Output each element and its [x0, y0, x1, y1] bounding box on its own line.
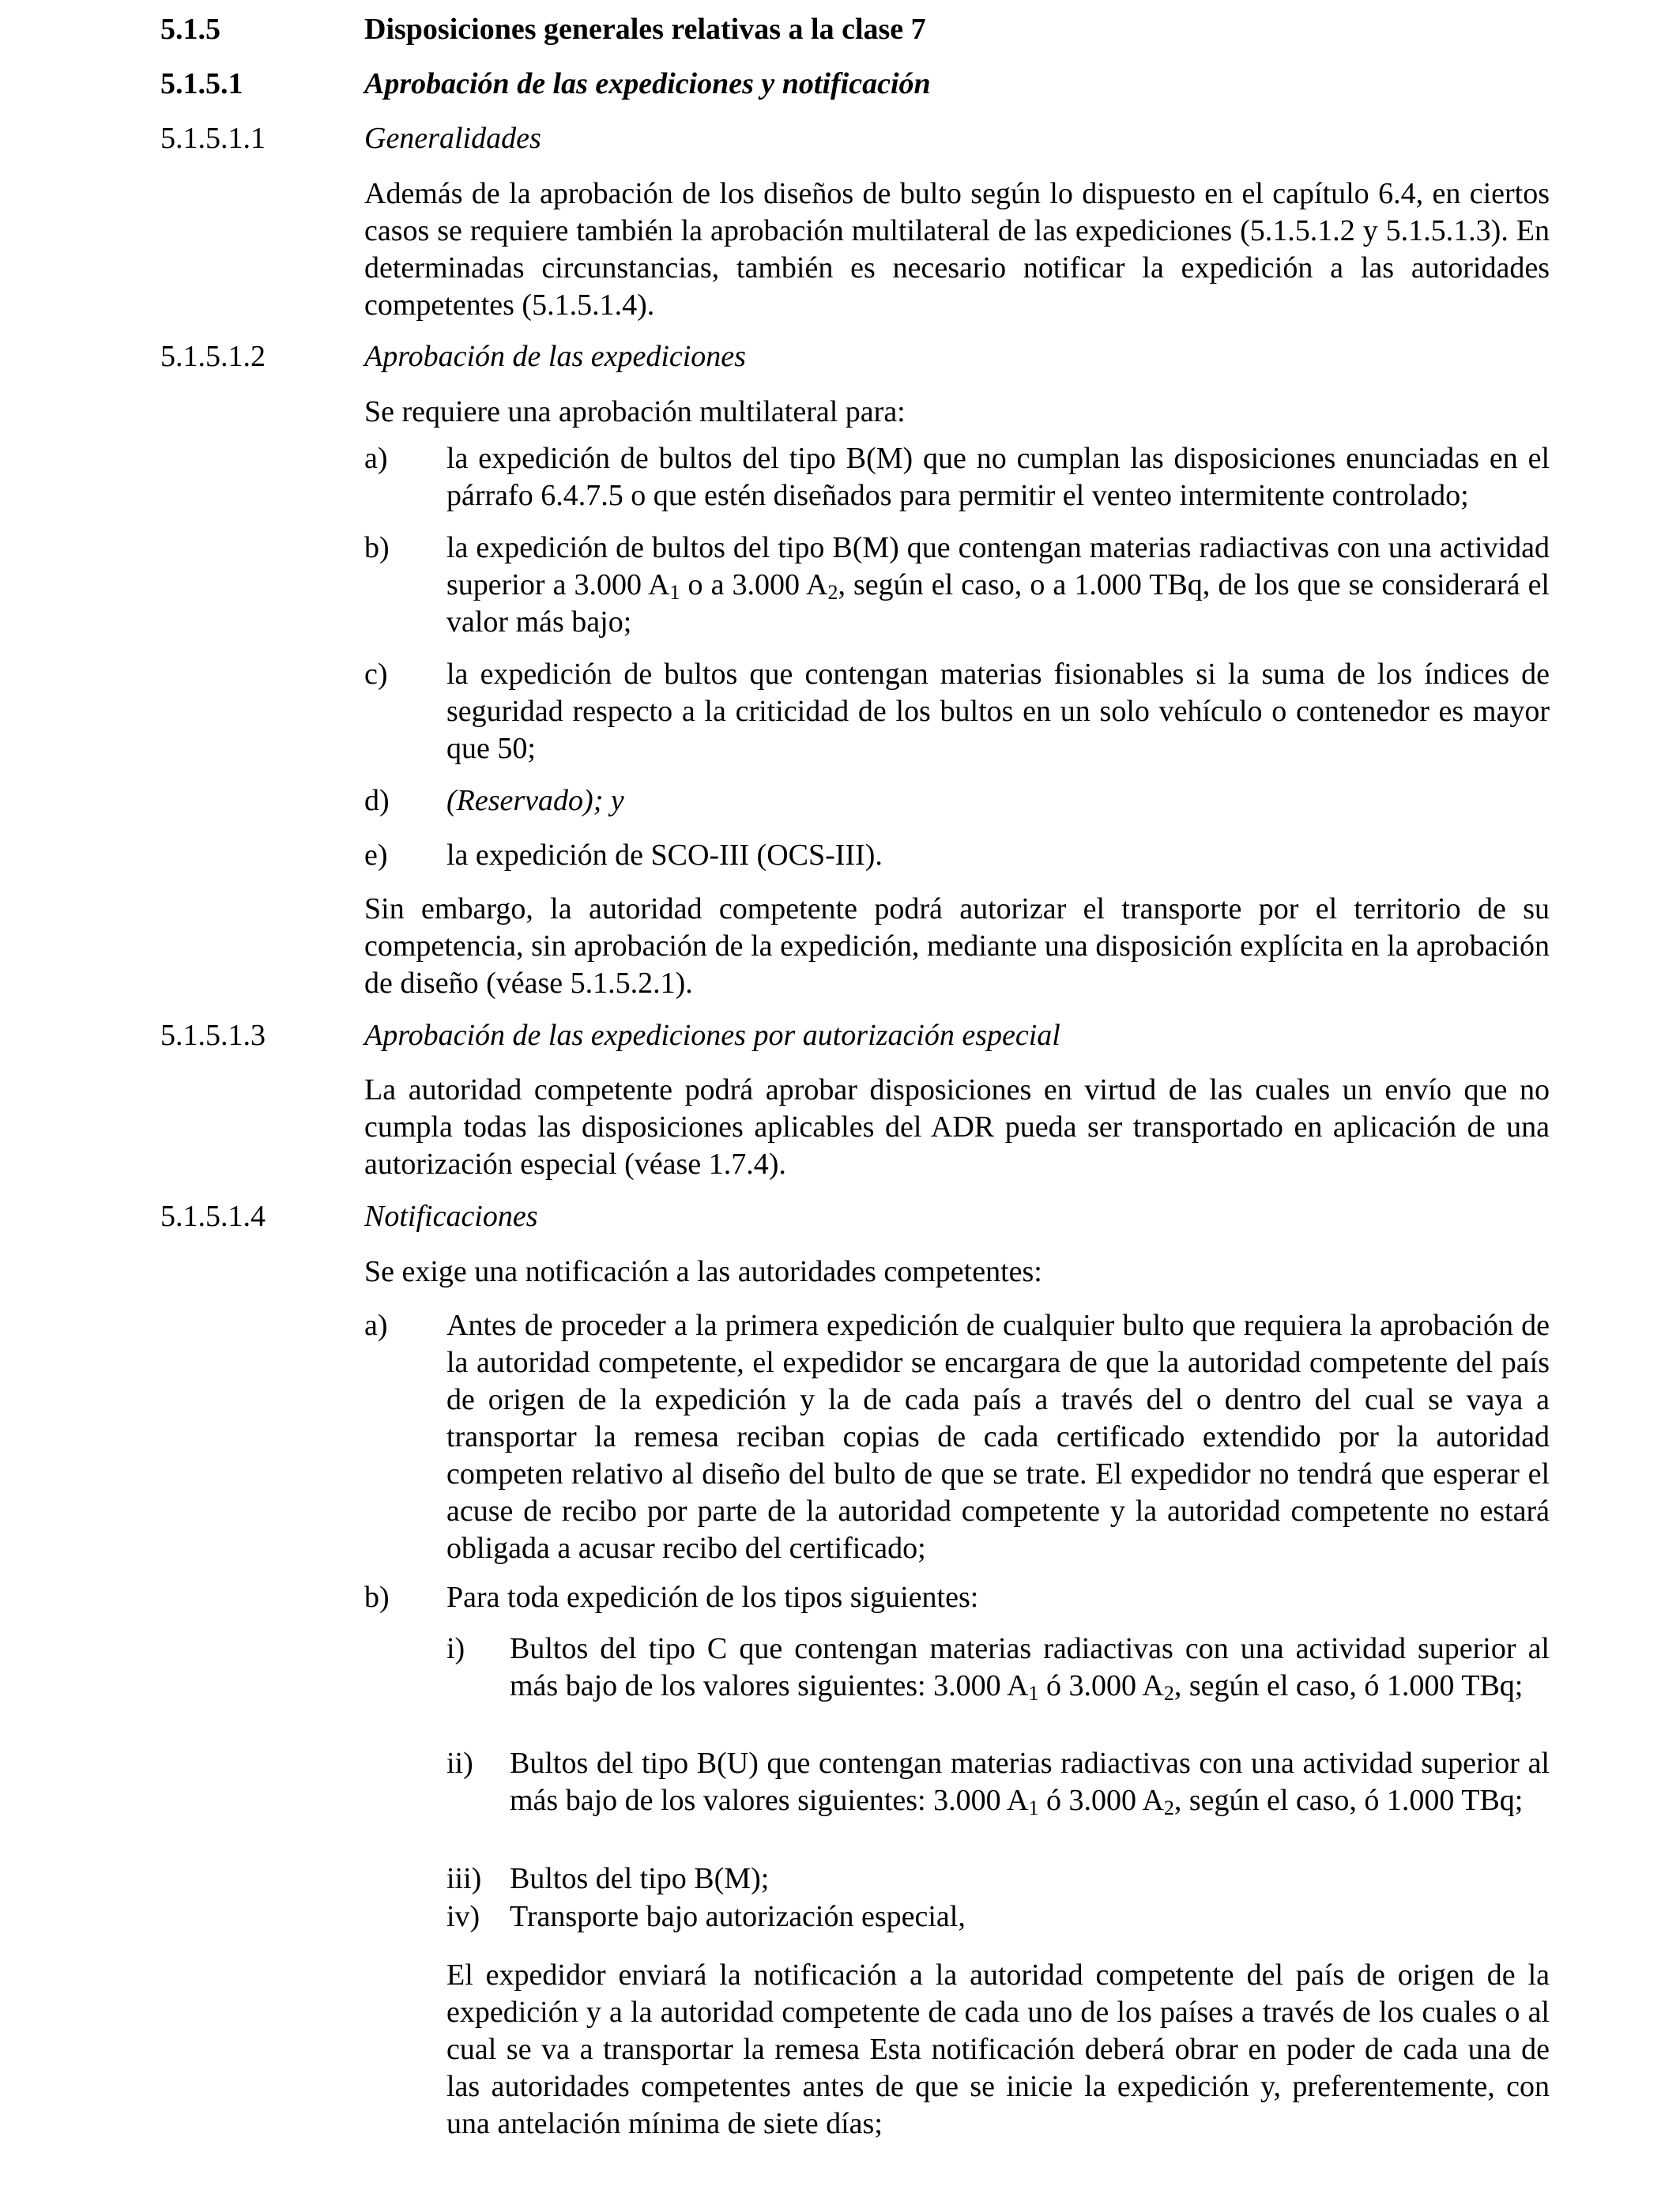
sublist-item-label: iii) [446, 1862, 482, 1895]
sublist-item-text: Bultos del tipo B(U) que contengan materias radiactivas con una actividad superior al más bajo de los valores siguientes: 3.000 $A_1$ ó 3.000 $A_2$, según el caso, ó 1.000 TBq; [510, 1747, 1550, 1819]
list-item-label: b) [364, 1581, 390, 1614]
list-item-text: (Reservado); y [446, 784, 624, 817]
sublist-item-text: Bultos del tipo C que contengan materias radiactivas con una actividad superior al más bajo de los valores siguientes: 3.000 $A_1$ ó 3.000 $A_2$, según el caso, ó 1.000 TBq; [510, 1632, 1550, 1705]
clause-title-1: Generalidades [364, 122, 541, 155]
sublist-item-label: ii) [446, 1747, 473, 1780]
list-item-label: c) [364, 658, 388, 691]
subsection-number: 5.1.5.1 [160, 67, 243, 100]
list-item-label: a) [364, 1309, 388, 1342]
section-number: 5.1.5 [160, 13, 220, 46]
clause-number-1: 5.1.5.1.1 [160, 122, 266, 155]
list-item-label: a) [364, 442, 388, 475]
list-item-closing-text: El expedidor enviará la notificación a la autoridad competente del país de origen de la expedición y a la autoridad competente de cada uno de los países a través de los cuales o al cual se va a transportar la remesa Esta notificación deberá obrar en poder de cada una de las autoridades competentes antes de que se inicie la expedición y, preferentemente, con una antelación mínima de siete días; [446, 1958, 1550, 2140]
clause-body-3: La autoridad competente podrá aprobar disposiciones en virtud de las cuales un envío que no cumpla todas las disposiciones aplicables del ADR pueda ser transportado en aplicación de una autorización especial (véase 1.7.4). [364, 1073, 1550, 1181]
list-item-text: la expedición de bultos del tipo B(M) que no cumplan las disposiciones enunciadas en el párrafo 6.4.7.5 o que estén diseñados para permitir el venteo intermitente controlado; [446, 442, 1550, 512]
list-item-text: Para toda expedición de los tipos siguientes: [446, 1581, 979, 1614]
clause-title-4: Notificaciones [364, 1200, 538, 1233]
clause-number-2: 5.1.5.1.2 [160, 340, 266, 373]
list-item-label: e) [364, 839, 388, 872]
list-item-label: d) [364, 784, 390, 817]
clause-body-1: Además de la aprobación de los diseños de bulto según lo dispuesto en el capítulo 6.4, en ciertos casos se requiere también la aprobación multilateral de las expediciones (5.1.5.1.2 y 5.1.5.1.3). En determinadas circunstancias, también es necesario notificar la expedición a las autoridades competentes (5.1.5.1.4). [364, 177, 1550, 322]
sublist-item-text: Transporte bajo autorización especial, [510, 1900, 966, 1933]
list-item-text: la expedición de bultos que contengan materias fisionables si la suma de los índices de seguridad respecto a la criticidad de los bultos en un solo vehículo o contenedor es mayor que 50; [446, 658, 1550, 765]
clause-number-3: 5.1.5.1.3 [160, 1019, 266, 1052]
list-item-label: b) [364, 531, 390, 564]
clause-intro-4: Se exige una notificación a las autoridades competentes: [364, 1255, 1042, 1288]
subsection-title: Aprobación de las expediciones y notificación [364, 67, 931, 100]
sublist-item-text: Bultos del tipo B(M); [510, 1862, 770, 1895]
clause-title-2: Aprobación de las expediciones [364, 340, 746, 373]
section-title: Disposiciones generales relativas a la clase 7 [364, 13, 926, 46]
sublist-item-label: i) [446, 1632, 465, 1665]
list-item-text: Antes de proceder a la primera expedición de cualquier bulto que requiera la aprobación de la autoridad competente, el expedidor se encargara de que la autoridad competente del país de origen de la expedición y la de cada país a través del o dentro del cual se vaya a transportar la remesa reciban copias de cada certificado extendido por la autoridad competen relativo al diseño del bulto de que se trate. El expedidor no tendrá que esperar el acuse de recibo por parte de la autoridad competente y la autoridad competente no estará obligada a acusar recibo del certificado; [446, 1309, 1550, 1565]
clause-intro-2: Se requiere una aprobación multilateral para: [364, 395, 906, 428]
clause-title-3: Aprobación de las expediciones por autorización especial [364, 1019, 1060, 1052]
sublist-item-label: iv) [446, 1900, 480, 1933]
list-item-text: la expedición de bultos del tipo B(M) que contengan materias radiactivas con una actividad superior a 3.000 $A_1$ o a 3.000 $A_2$, según el caso, o a 1.000 TBq, de los que se considerará el valor más bajo; [446, 531, 1550, 639]
clause-number-4: 5.1.5.1.4 [160, 1200, 266, 1233]
clause-outro-2: Sin embargo, la autoridad competente podrá autorizar el transporte por el territorio de su competencia, sin aprobación de la expedición, mediante una disposición explícita en la aprobación de diseño (véase 5.1.5.2.1). [364, 892, 1550, 1000]
list-item-text: la expedición de SCO-III (OCS-III). [446, 839, 883, 872]
